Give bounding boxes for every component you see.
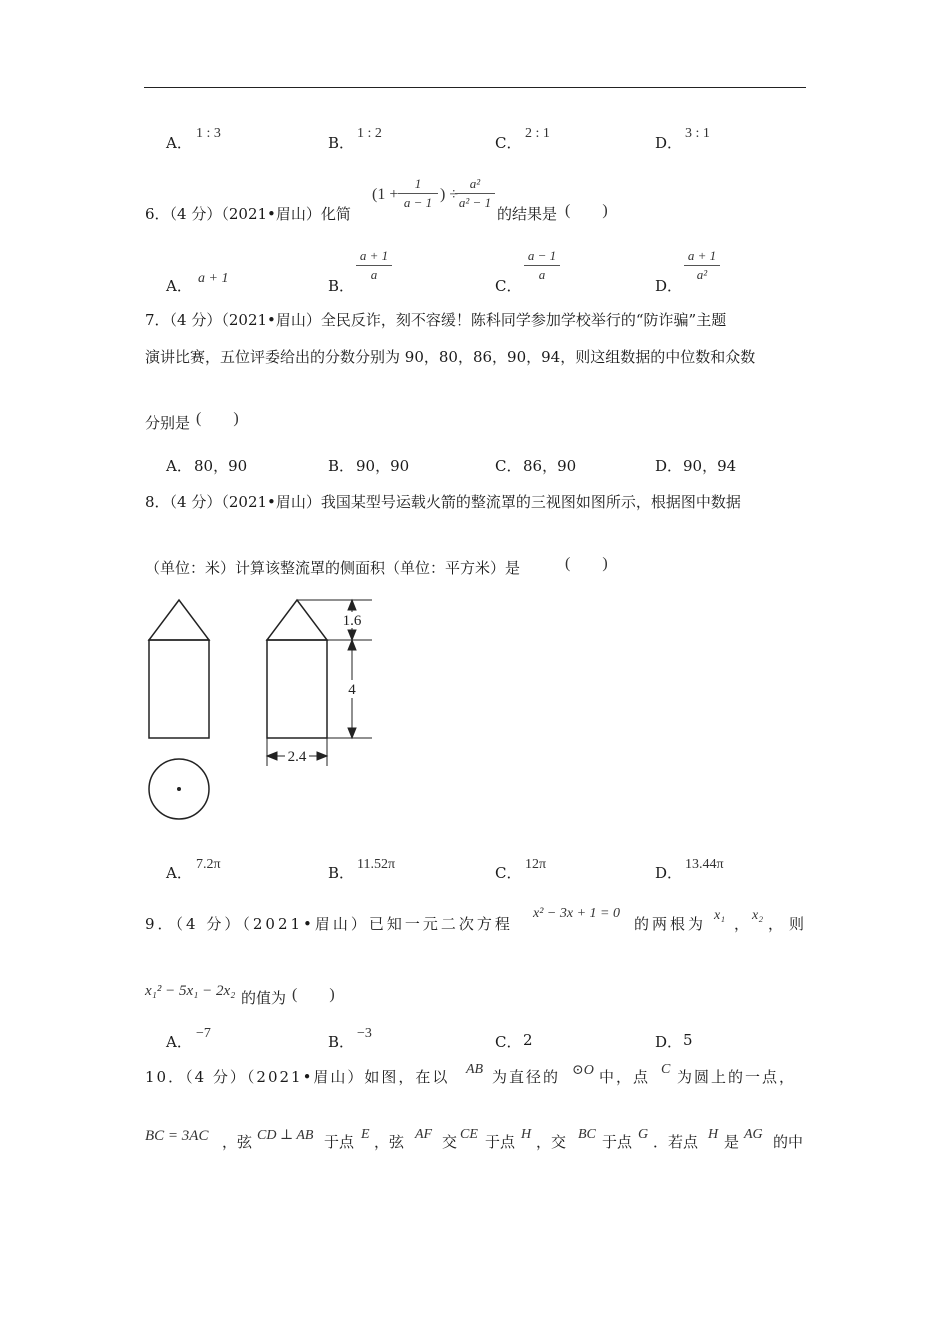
dim-label-body-height: 4 <box>348 682 356 698</box>
q6-expr-open: (1 + <box>372 186 399 203</box>
q9-option-c-value: 2 <box>523 1031 533 1049</box>
q7-option-b-letter: B． <box>328 457 355 475</box>
q5-option-c-value: 2 : 1 <box>525 126 550 141</box>
q9-root-2: x₂ <box>752 908 764 923</box>
q9-option-c-letter: C． <box>495 1033 522 1051</box>
q8-option-c-value: 12π <box>525 857 547 872</box>
q10-line-1-b: 为直径的 <box>492 1068 561 1086</box>
q6-option-b-fraction <box>356 248 392 283</box>
q7-option-c-value: 86，90 <box>523 457 577 475</box>
dim-arrow-right <box>317 752 327 760</box>
q9-option-d-value: 5 <box>683 1031 693 1049</box>
q6-prefix: 6．（4 分）（2021•眉山）化简 <box>145 205 351 223</box>
q9-option-b-letter: B． <box>328 1033 355 1051</box>
q6-option-b-num: a + 1 <box>359 248 389 263</box>
dim-arrow-body-down <box>348 728 356 738</box>
q5-option-d-value: 3 : 1 <box>685 126 710 141</box>
q9-comma: ， <box>734 915 750 933</box>
q9-equation: x² − 3x + 1 = 0 <box>533 906 620 921</box>
q6-option-b-letter: B． <box>328 277 355 295</box>
q10-h-2: H <box>708 1127 719 1142</box>
side-view-cylinder <box>267 640 327 738</box>
q6-option-d-num: a + 1 <box>687 248 717 263</box>
q5-option-a-value: 1 : 3 <box>196 126 221 141</box>
q9-line-2-b: 的值为 <box>241 989 287 1007</box>
q5-option-b-value: 1 : 2 <box>357 126 382 141</box>
top-view <box>149 759 209 819</box>
q6-frac1-den: a − 1 <box>403 195 433 210</box>
q7-line-3: 分别是 <box>145 414 191 432</box>
q10-cd-perp-ab: CD ⊥ AB <box>257 1128 314 1143</box>
q5-option-a-letter: A． <box>166 134 192 152</box>
q8-option-a-letter: A． <box>166 864 192 882</box>
front-view <box>149 600 209 738</box>
q10-line-1-c: 中，点 <box>599 1068 651 1086</box>
q6-frac1-num: 1 <box>414 176 422 191</box>
q6-option-c-num: a − 1 <box>527 248 557 263</box>
q9-line-1-b: 的两根为 <box>634 915 707 933</box>
q7-option-d-letter: D． <box>655 457 683 475</box>
q8-option-a-value: 7.2π <box>196 857 221 872</box>
q8-option-b-value: 11.52π <box>357 857 396 872</box>
q6-option-b-den: a <box>370 267 378 282</box>
q7-option-a-letter: A． <box>166 457 192 475</box>
q9-option-b-value: −3 <box>357 1026 372 1041</box>
q7-line-1: 7．（4 分）（2021•眉山）全民反诈，刻不容缓！陈科同学参加学校举行的“防诈骗”主题 <box>145 311 727 329</box>
q6-option-d-letter: D． <box>655 277 683 295</box>
header-rule <box>144 87 806 88</box>
front-view-cylinder <box>149 640 209 738</box>
q9-answer-blank: ( ) <box>292 986 335 1003</box>
q10-line-1-a: 10．（4 分）（2021•眉山）如图，在以 <box>145 1068 450 1086</box>
q8-option-d-value: 13.44π <box>685 857 724 872</box>
q9-line-1-c: ，则 <box>768 915 811 933</box>
q6-frac2-num: a² <box>469 176 481 191</box>
q5-option-c-letter: C． <box>495 134 522 152</box>
q8-option-c-letter: C． <box>495 864 522 882</box>
q10-g: G <box>638 1127 649 1142</box>
q10-text-1: ，弦 <box>222 1133 253 1151</box>
q6-option-c-letter: C． <box>495 277 522 295</box>
q10-circle-o: ⊙O <box>572 1063 594 1078</box>
q8-option-b-letter: B． <box>328 864 355 882</box>
q10-text-6: ，交 <box>536 1133 567 1151</box>
q9-expression: x₁² − 5x₁ − 2x₂ <box>145 983 236 999</box>
q6-option-d-den: a² <box>696 267 708 282</box>
q8-line-1: 8．（4 分）（2021•眉山）我国某型号运载火箭的整流罩的三视图如图所示，根据图中数据 <box>145 493 741 511</box>
q10-line-1-d: 为圆上的一点， <box>677 1068 797 1086</box>
dim-arrow-top-up <box>348 600 356 610</box>
q7-line-2: 演讲比赛，五位评委给出的分数分别为 90，80，86，90，94，则这组数据的中位数和众数 <box>145 348 756 366</box>
q10-text-10: 的中 <box>773 1133 804 1151</box>
q10-text-5: 于点 <box>485 1133 516 1151</box>
q7-answer-blank: ( ) <box>196 410 239 427</box>
q6-fraction-1 <box>398 176 438 211</box>
q9-line-1-a: 9．（4 分）（2021•眉山）已知一元二次方程 <box>145 915 513 933</box>
dim-arrow-top-down <box>348 630 356 640</box>
side-view-cone <box>267 600 327 640</box>
q7-option-d-value: 90，94 <box>683 457 737 475</box>
front-view-cone <box>149 600 209 640</box>
q6-option-d-fraction <box>684 248 720 283</box>
side-view <box>267 600 327 738</box>
q7-option-a-value: 80，90 <box>194 457 248 475</box>
q6-fraction-2 <box>455 176 495 211</box>
q6-frac2-den: a² − 1 <box>458 195 492 210</box>
q7-option-c-letter: C． <box>495 457 522 475</box>
q6-expr-close: ) ÷ <box>440 186 459 203</box>
q10-arc-equation: BC = 3AC <box>145 1128 209 1144</box>
q6-answer-blank: ( ) <box>565 202 608 219</box>
q10-af: AF <box>415 1127 433 1142</box>
dim-label-width: 2.4 <box>287 749 307 765</box>
q10-text-9: 是 <box>724 1133 740 1151</box>
q9-option-a-letter: A． <box>166 1033 192 1051</box>
q10-ab: AB <box>466 1062 484 1077</box>
q8-answer-blank: ( ) <box>565 555 608 572</box>
q10-c: C <box>661 1062 671 1077</box>
q6-option-c-den: a <box>538 267 546 282</box>
top-view-center-dot <box>177 787 181 791</box>
q6-suffix: 的结果是 <box>497 205 558 223</box>
q10-h: H <box>521 1127 532 1142</box>
dim-label-cone-height: 1.6 <box>342 613 362 629</box>
q10-e: E <box>361 1127 370 1142</box>
q8-option-d-letter: D． <box>655 864 683 882</box>
q6-option-c-fraction <box>524 248 560 283</box>
q10-text-7: 于点 <box>602 1133 633 1151</box>
q10-bc: BC <box>578 1127 596 1142</box>
q8-line-2: （单位：米）计算该整流罩的侧面积（单位：平方米）是 <box>145 559 521 577</box>
q10-text-2: 于点 <box>324 1133 355 1151</box>
three-view-figure <box>140 590 380 830</box>
q10-ag: AG <box>744 1127 763 1142</box>
q10-text-8: ．若点 <box>653 1133 699 1151</box>
q10-text-3: ，弦 <box>374 1133 405 1151</box>
dim-arrow-body-up <box>348 640 356 650</box>
q10-ce: CE <box>460 1127 478 1142</box>
q9-option-a-value: −7 <box>196 1026 211 1041</box>
q9-option-d-letter: D． <box>655 1033 683 1051</box>
q6-option-a-value: a + 1 <box>198 271 229 286</box>
q5-option-d-letter: D． <box>655 134 683 152</box>
q10-text-4: 交 <box>442 1133 458 1151</box>
q5-option-b-letter: B． <box>328 134 355 152</box>
q7-option-b-value: 90，90 <box>356 457 410 475</box>
dim-arrow-left <box>267 752 277 760</box>
q9-root-1: x₁ <box>714 908 726 923</box>
q6-option-a-letter: A． <box>166 277 192 295</box>
